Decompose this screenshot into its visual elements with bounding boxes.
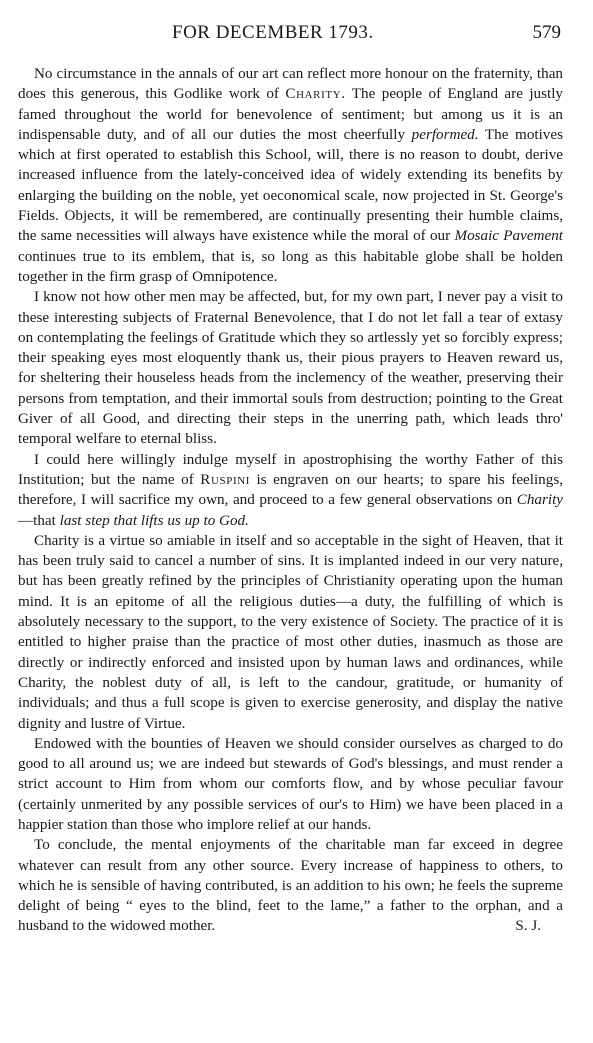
paragraph	[18, 835, 563, 936]
text-run: continues true to its emblem, that is, so long as this habitable globe shall be holden together in the firm grasp of Omnipotence.	[18, 247, 563, 285]
text-italic: Charity	[516, 491, 563, 509]
paragraph	[18, 287, 563, 449]
page-number: 579	[532, 22, 561, 43]
text-run: Endowed with the bounties of Heaven we should consider ourselves as charged to do good to all around us; we are indeed but stewards of God's blessings, and must render a strict account to Him from whom our comforts flow, and by whose peculiar favour (certainly unmerited by any possible services of our's to Him) we have been placed in a happier station than those who implore relief at our hands.	[18, 734, 563, 833]
text-run: No circumstance in the annals of our art can reflect more honour on the fraternity, than does this generous, this Godlike work of	[18, 65, 563, 103]
paragraph	[18, 64, 563, 287]
text-run: I could here willingly indulge myself in apostrophising the worthy Father of this Institution; but the name of	[18, 450, 563, 488]
text-smallcaps: Ruspini	[200, 470, 251, 488]
text-smallcaps: Charity.	[285, 85, 346, 103]
paragraph	[18, 450, 563, 531]
article-body	[18, 64, 563, 937]
text-run: —that	[18, 511, 60, 529]
text-run: The motives which at first operated to establish this School, will, there is no reason to doubt, derive increased influence from the lately-conceived idea of widely extending its benefits by enlarging the building on the noble, yet oeconomical scale, now projected in St. George's Fields. Objects, it will be remembered, are continually presenting their humble claims, the same necessities will always have existence while the moral of our	[18, 125, 563, 245]
text-run: To conclude, the mental enjoyments of the charitable man far exceed in degree whatever can result from any other source. Every increase of happiness to others, to which he is sensible of having contributed, is an addition to his own; he feels the supreme delight of being “ eyes to the blind, feet to the lame,” a father to the orphan, and a husband to the widowed mother.	[18, 836, 563, 935]
paragraph	[18, 734, 563, 835]
page-header	[0, 22, 593, 48]
paragraph	[18, 531, 563, 734]
running-head: FOR DECEMBER 1793.	[172, 22, 374, 43]
text-italic: Mosaic Pavement	[454, 227, 563, 245]
text-run: is engraven on our hearts; to spare his feelings, therefore, I will sacrifice my own, and proceed to a few general observations on	[18, 470, 563, 509]
text-run: Charity is a virtue so amiable in itself and so acceptable in the sight of Heaven, that it has been truly said to cancel a number of sins. It is implanted indeed in our very nature, but has been greatly refined by the principles of Christianity operating upon the human mind. It is an epitome of all the religious duties—a duty, the fulfilling of which is absolutely necessary to the support, to the very existence of Society. The practice of it is entitled to higher praise than the practice of most other duties, inasmuch as those are directly or indirectly enforced and insisted upon by human laws and ordinances, while Charity, the noblest duty of all, is left to the candour, gratitude, or humanity of individuals; and thus a full scope is given to exercise generosity, and display the native dignity and lustre of Virtue.	[18, 531, 563, 732]
text-run: The people of England are justly famed throughout the world for benevolence of sentiment; but among us it is an indispensable duty, and of all our duties the most cheerfully	[18, 85, 563, 143]
text-run: I know not how other men may be affected, but, for my own part, I never pay a visit to these interesting subjects of Fraternal Benevolence, that I do not let fall a tear of extasy on contemplating the feelings of Gratitude which they so artlessly yet so forcibly express; their speaking eyes most eloquently thank us, their pious prayers to Heaven reward us, for sheltering their houseless heads from the inclemency of the weather, preserving their persons from temptation, and their immortal souls from destruction; pointing to the Great Giver of all Good, and directing their steps in the unerring path, which leads thro' temporal welfare to eternal bliss.	[18, 288, 563, 448]
text-italic: last step that lifts us up to God.	[59, 511, 249, 529]
author-signoff: S. J.	[515, 917, 541, 935]
text-italic: performed.	[411, 125, 479, 143]
